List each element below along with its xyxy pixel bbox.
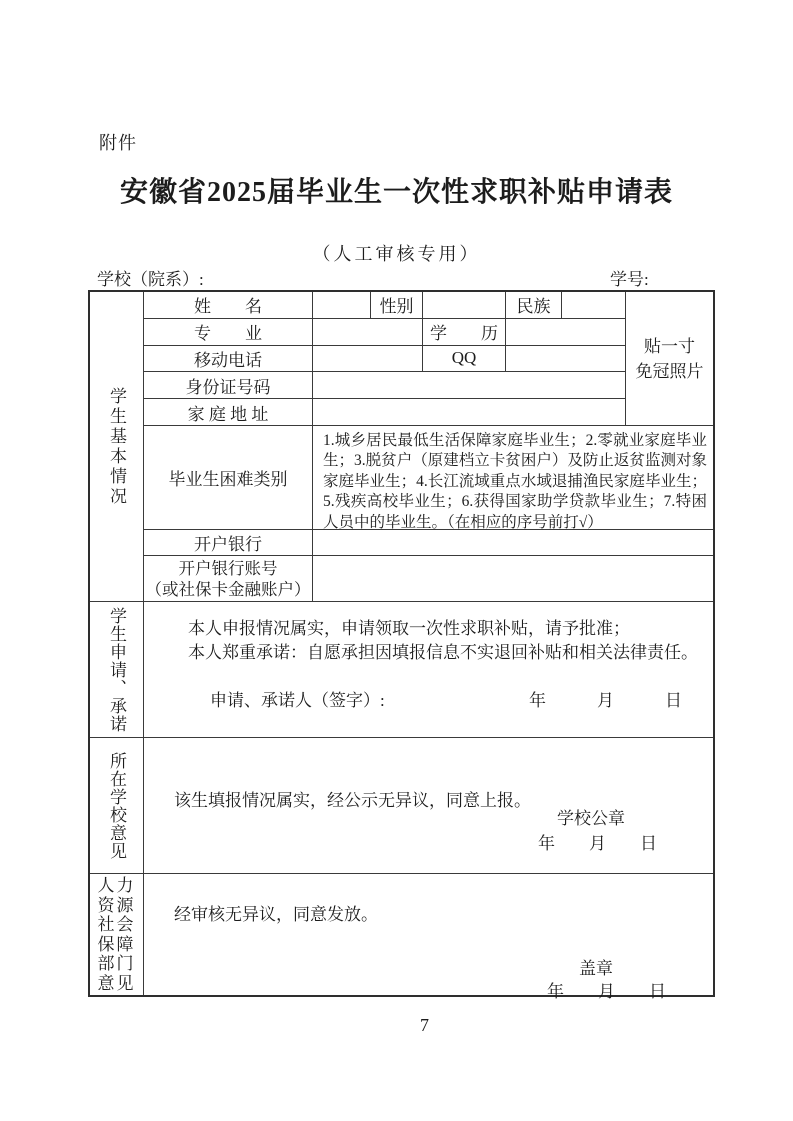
application-statement-line1: 本人申报情况属实，申请领取一次性求职补贴，请予批准； [188, 619, 630, 638]
section-application [90, 602, 713, 738]
school-seal-label: 学校公章 [557, 809, 625, 828]
page-title: 安徽省2025届毕业生一次性求职补贴申请表 [119, 177, 673, 208]
difficulty-category-label: 毕业生困难类别 [144, 426, 313, 529]
bank-label: 开户银行 [144, 530, 313, 555]
section-school-opinion [90, 738, 713, 874]
ethnicity-label: 民族 [506, 292, 562, 318]
bank-account-value-cell [313, 556, 713, 601]
section-application-label: 学生申请、承诺 [107, 606, 126, 733]
section-basic-info [90, 292, 713, 602]
qq-label: QQ [423, 346, 506, 372]
bank-account-label: 开户银行账号 （或社保卡金融账户） [144, 556, 313, 601]
row-difficulty-category [144, 426, 713, 530]
name-value-cell [313, 292, 371, 318]
home-address-value-cell [313, 399, 625, 425]
mobile-label: 移动电话 [144, 346, 313, 372]
home-address-label: 家 庭 地 址 [144, 399, 313, 425]
section-school-opinion-side [90, 738, 144, 873]
difficulty-category-options: 1.城乡居民最低生活保障家庭毕业生；2.零就业家庭毕业生；3.脱贫户（原建档立卡贫困户）及防止返贫监测对象家庭毕业生；4.长江流域重点水域退捕渔民家庭毕业生；5.残疾高校毕业生；6.获得国家助学贷款毕业生；7.特困人员中的毕业生。（在相应的序号前打√） [323, 432, 707, 531]
hr-seal-label: 盖章 [579, 959, 613, 978]
section-application-side [90, 602, 144, 737]
education-label: 学 历 [423, 319, 506, 345]
signer-label: 申请、承诺人（签字）: [210, 691, 385, 710]
application-form-table [88, 290, 715, 1001]
application-date-line: 年 月 日 [529, 691, 682, 710]
section-hr-opinion [90, 874, 713, 1001]
row-bank [144, 530, 713, 556]
name-label: 姓 名 [144, 292, 313, 318]
section-school-opinion-label: 所在学校意见 [107, 751, 126, 860]
section-hr-opinion-side [90, 874, 144, 995]
row-major [144, 319, 625, 346]
photo-placeholder: 贴一寸 免冠照片 [635, 336, 704, 381]
student-no-field-label: 学号: [610, 270, 649, 289]
page-number: 7 [420, 1015, 429, 1035]
hr-opinion-statement: 经审核无异议，同意发放。 [174, 905, 378, 924]
attachment-label: 附件 [99, 133, 137, 153]
id-number-label: 身份证号码 [144, 372, 313, 398]
section-basic-info-side [90, 292, 144, 601]
row-name [144, 292, 625, 319]
major-value-cell [313, 319, 423, 345]
gender-label: 性别 [371, 292, 423, 318]
id-number-value-cell [313, 372, 625, 398]
gender-value-cell [423, 292, 506, 318]
major-label: 专 业 [144, 319, 313, 345]
row-mobile [144, 346, 625, 373]
row-bank-account [144, 556, 713, 601]
subtitle: （人工审核专用） [312, 244, 481, 264]
school-opinion-date-line: 年 月 日 [538, 834, 657, 853]
qq-value-cell [506, 346, 625, 372]
row-id-number [144, 372, 625, 399]
section-basic-info-label: 学生基本情况 [107, 386, 126, 507]
application-statement-line2: 本人郑重承诺：自愿承担因填报信息不实退回补贴和相关法律责任。 [188, 643, 698, 662]
school-field-label: 学校（院系）: [97, 270, 204, 289]
hr-opinion-date-line: 年 月 日 [547, 982, 666, 1001]
bank-value-cell [313, 530, 713, 555]
school-opinion-statement: 该生填报情况属实，经公示无异议，同意上报。 [174, 791, 531, 810]
ethnicity-value-cell [562, 292, 625, 318]
education-value-cell [506, 319, 625, 345]
mobile-value-cell [313, 346, 423, 372]
row-home-address [144, 399, 625, 425]
section-hr-opinion-label: 人力资源社会保障部门意见 [97, 876, 136, 993]
